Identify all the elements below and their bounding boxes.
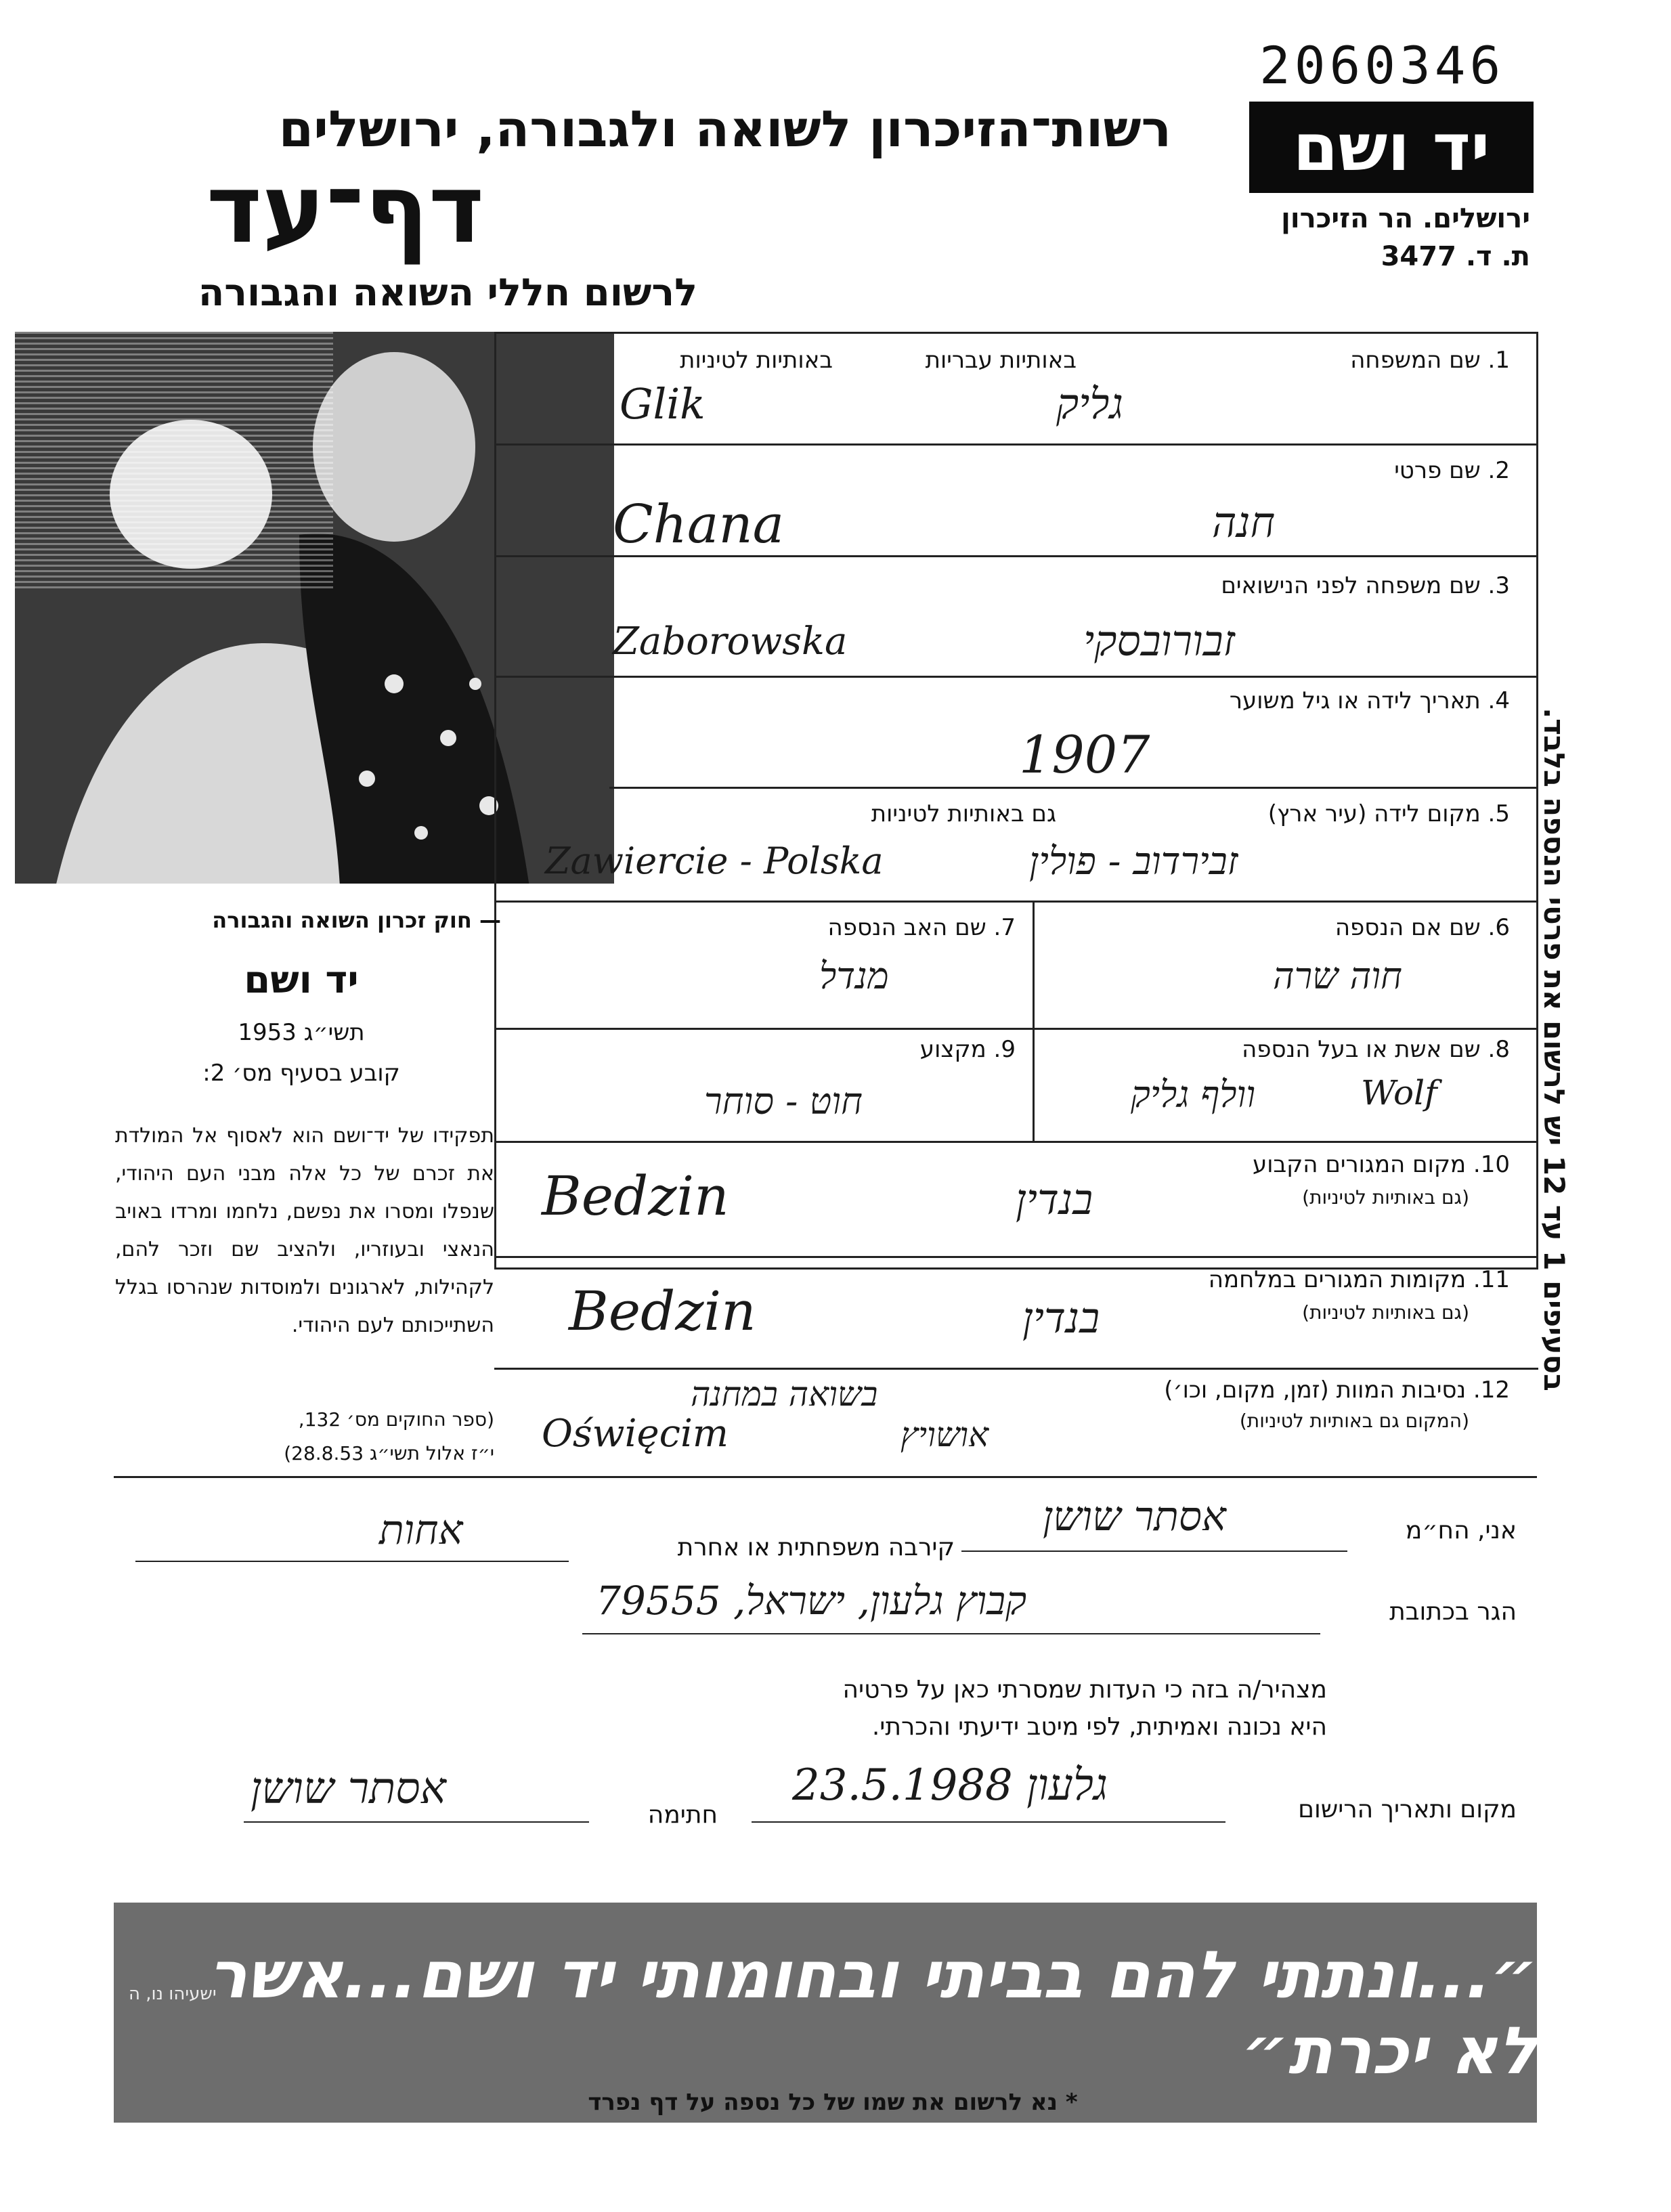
field-9-label: 9. מקצוע bbox=[919, 1036, 1016, 1063]
law-title: — חוק זכרון השואה והגבורה bbox=[212, 907, 501, 933]
field-2-label: 2. שם פרטי bbox=[1394, 457, 1510, 484]
form-title: דף־עד bbox=[206, 154, 485, 265]
field-11-latin-value: Bedzin bbox=[569, 1280, 756, 1343]
field-7-label: 7. שם האב הנספה bbox=[827, 914, 1016, 941]
law-box bbox=[102, 894, 501, 1476]
field-12-label: 12. נסיבות המוות (זמן, מקום, וכו׳) bbox=[1164, 1376, 1510, 1404]
field-9-value: חוט - סוחר bbox=[704, 1080, 863, 1123]
field-7-value: מנדל bbox=[819, 955, 889, 997]
field-5-latin-value: Zawiercie - Polska bbox=[545, 840, 884, 882]
field-3-latin-value: Zaborowska bbox=[613, 620, 848, 664]
relation-underline bbox=[135, 1561, 569, 1562]
field-3-hebrew-value: זבורובסקי bbox=[1083, 616, 1235, 666]
column-divider bbox=[1033, 901, 1035, 1141]
declaration-label-i: אני, הח״מ bbox=[1405, 1517, 1517, 1544]
field-4-value: 1907 bbox=[1019, 724, 1150, 785]
field-12-latin-value: Oświęcim bbox=[542, 1412, 729, 1456]
name-underline bbox=[961, 1550, 1347, 1552]
address-underline bbox=[582, 1633, 1320, 1634]
field-6-label: 6. שם אם הנספה bbox=[1334, 914, 1510, 941]
field-10-hebrew-value: בנדין bbox=[1016, 1175, 1093, 1224]
field-11-label: 11. מקומות המגורים במלחמה bbox=[1208, 1266, 1510, 1293]
field-10-label: 10. מקום המגורים הקבוע bbox=[1252, 1151, 1510, 1178]
banner-credit: ישעיהו נו, ה bbox=[129, 1984, 217, 2004]
declarant-name: אסתר שושן bbox=[1043, 1493, 1226, 1540]
row-divider bbox=[494, 1256, 1538, 1258]
row-divider bbox=[494, 676, 1538, 678]
field-11-sublabel: (גם באותיות לטיניות) bbox=[1302, 1301, 1469, 1324]
field-1-label: 1. שם המשפחה bbox=[1350, 347, 1510, 374]
row-divider bbox=[494, 1141, 1538, 1143]
declaration-label-relation: קירבה משפחתית או אחרת bbox=[677, 1534, 955, 1561]
law-section: קובע בסעיף מס׳ 2: bbox=[202, 1060, 400, 1087]
footnote: * נא לרשום את שמו של כל נספה על דף נפרד bbox=[588, 2089, 1078, 2116]
field-8-hebrew-value: וולף גליק bbox=[1131, 1073, 1256, 1116]
law-body: תפקידו של יד־ושם הוא לאסוף אל המולדת את זכרם של כל אלה מבני העם היהודי, שנפלו ומסרו את נפשם, נלחמו ומרדו באויב הנאצי ובעוזריו, ולהציב שם וזכר להם, לקהילות, לארגונים ולמוסדות שנהרסו בגלל השתייכותם לעם היהודי. bbox=[115, 1124, 494, 1337]
field-2-hebrew-value: חנה bbox=[1212, 498, 1276, 547]
row-divider bbox=[494, 555, 1538, 557]
banner-quote: ״...ונתתי להם בביתי ובחומותי יד ושם...אשר לא יכרת״ bbox=[208, 1936, 1537, 2089]
field-12-hebrew-value: בשואה במחנה bbox=[691, 1374, 878, 1414]
row-divider bbox=[114, 1476, 1537, 1478]
field-8-latin-value: Wolf bbox=[1361, 1073, 1437, 1112]
field-5-sublabel: גם באותיות לטיניות bbox=[871, 800, 1056, 827]
field-10-latin-value: Bedzin bbox=[542, 1165, 729, 1228]
row-divider bbox=[494, 1028, 1538, 1030]
side-note: בסעיפים 1 עד 12 יש לרשום את פרטי הנספה בלבד. bbox=[1538, 708, 1571, 1391]
yad-vashem-logo: יד ושם bbox=[1249, 102, 1534, 193]
field-3-label: 3. שם משפחה לפני הנישואים bbox=[1221, 572, 1510, 599]
row-divider bbox=[609, 787, 1538, 789]
field-12-hebrew-value-2: אושויץ bbox=[900, 1415, 989, 1454]
declarant-relation: אחות bbox=[379, 1506, 463, 1554]
field-1-hebrew-value: גליק bbox=[1056, 379, 1123, 429]
law-year: תשי״ג 1953 bbox=[238, 1019, 365, 1046]
place-date-value: גלעון 23.5.1988 bbox=[792, 1760, 1108, 1810]
column-header-latin: באותיות לטיניות bbox=[680, 347, 833, 374]
field-11-hebrew-value: בנדין bbox=[1022, 1293, 1100, 1343]
column-header-hebrew: באותיות עבריות bbox=[925, 347, 1077, 374]
field-10-sublabel: (גם באותיות לטיניות) bbox=[1302, 1186, 1469, 1209]
form-subtitle: לרשום חללי השואה והגבורה bbox=[198, 271, 697, 315]
declarant-address: קבוץ גלעון, ישראל, 79555 bbox=[596, 1578, 1027, 1624]
declaration-statement-1: מצהיר/ה בזה כי העדות שמסרתי כאן על פרטיה bbox=[842, 1676, 1327, 1704]
declaration-statement-2: היא נכונה ואמיתית, לפי מיטב ידיעתי והכרתי. bbox=[871, 1713, 1327, 1741]
signature: אסתר שושן bbox=[251, 1764, 446, 1814]
declaration-label-address: הגר בכתובת bbox=[1389, 1598, 1517, 1626]
authority-heading: רשות־הזיכרון לשואה ולגבורה, ירושלים bbox=[278, 100, 1171, 158]
field-12-sublabel: (המקום גם באותיות לטיניות) bbox=[1239, 1410, 1469, 1432]
field-5-hebrew-value: זבירדוב - פולין bbox=[1029, 840, 1238, 884]
row-divider bbox=[494, 443, 1538, 446]
declaration-label-signature: חתימה bbox=[647, 1801, 718, 1829]
field-6-value: חוה שרה bbox=[1273, 955, 1402, 997]
document-number: 2060346 bbox=[1259, 35, 1505, 95]
row-divider bbox=[494, 901, 1538, 903]
field-5-label: 5. מקום לידה (עיר ארץ) bbox=[1267, 800, 1510, 827]
field-1-latin-value: Glik bbox=[620, 379, 706, 429]
field-8-label: 8. שם אשת או בעל הנספה bbox=[1242, 1036, 1510, 1063]
place-date-underline bbox=[752, 1821, 1225, 1823]
law-date-ref: י״ז אלול תשי״ג 28.8.53) bbox=[284, 1442, 494, 1465]
signature-underline bbox=[244, 1821, 589, 1823]
field-2-latin-value: Chana bbox=[613, 494, 785, 555]
row-divider bbox=[494, 1368, 1538, 1370]
declaration-label-place-date: מקום ותאריך הרישום bbox=[1298, 1796, 1517, 1823]
law-book-ref: (ספר החוקים מס׳ 132, bbox=[298, 1408, 494, 1431]
logo-address: ירושלים. הר הזיכרון bbox=[1281, 203, 1530, 234]
logo-pobox: ת. ד. 3477 bbox=[1381, 241, 1530, 272]
field-4-label: 4. תאריך לידה או גיל משוער bbox=[1229, 687, 1510, 714]
law-yad-vashem: יד ושם bbox=[244, 958, 359, 1002]
